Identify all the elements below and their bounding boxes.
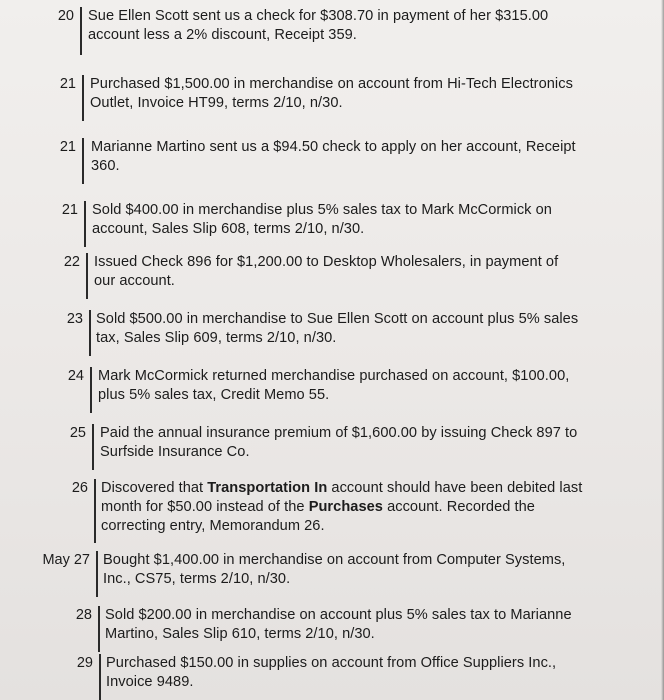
transaction-description <box>101 479 582 536</box>
transaction-description <box>100 424 577 462</box>
transaction-date: May 27 <box>42 552 90 568</box>
description-line: Outlet, Invoice HT99, terms 2/10, n/30. <box>90 95 343 111</box>
description-line: account, Sales Slip 608, terms 2/10, n/30. <box>92 221 365 237</box>
description-line: Inc., CS75, terms 2/10, n/30. <box>103 571 291 587</box>
transaction-description <box>92 201 552 239</box>
separator-bar <box>80 7 82 55</box>
separator-bar <box>92 424 94 470</box>
transaction-date: 25 <box>69 425 86 441</box>
bold-term: Transportation In <box>207 480 328 496</box>
transaction-description <box>88 7 548 45</box>
description-line: Paid the annual insurance premium of $1,600.00 by issuing Check 897 to <box>100 425 578 441</box>
description-line: Sold $400.00 in merchandise plus 5% sales tax to Mark McCormick on <box>92 202 552 218</box>
transaction-date: 23 <box>66 311 83 327</box>
separator-bar <box>82 75 84 121</box>
description-line: our account. <box>94 273 175 289</box>
bold-term: Purchases <box>308 499 383 515</box>
transaction-date: 21 <box>61 202 78 218</box>
description-line: Mark McCormick returned merchandise purchased on account, $100.00, <box>98 368 570 384</box>
description-line: Sold $500.00 in merchandise to Sue Ellen Scott on account plus 5% sales <box>96 311 579 327</box>
description-line: Marianne Martino sent us a $94.50 check to apply on her account, Receipt <box>91 139 576 155</box>
transaction-date: 22 <box>63 254 80 270</box>
description-line: month for $50.00 instead of the Purchases account. Recorded the <box>101 499 535 515</box>
transaction-description <box>91 138 576 176</box>
transaction-description <box>106 654 556 692</box>
separator-bar <box>94 479 96 543</box>
separator-bar <box>86 253 88 299</box>
transaction-description <box>94 253 558 291</box>
description-line: Invoice 9489. <box>106 674 194 690</box>
separator-bar <box>96 551 98 597</box>
transaction-description <box>103 551 565 589</box>
transaction-description <box>105 606 572 644</box>
description-line: Discovered that Transportation In account should have been debited last <box>101 480 583 496</box>
description-line: correcting entry, Memorandum 26. <box>101 518 325 534</box>
description-line: plus 5% sales tax, Credit Memo 55. <box>98 387 330 403</box>
description-line: Purchased $1,500.00 in merchandise on account from Hi-Tech Electronics <box>90 76 573 92</box>
description-line: Martino, Sales Slip 610, terms 2/10, n/30. <box>105 626 375 642</box>
separator-bar <box>98 606 100 652</box>
transaction-date: 28 <box>75 607 92 623</box>
transaction-date: 20 <box>57 8 74 24</box>
transaction-date: 29 <box>76 655 93 671</box>
description-line: account less a 2% discount, Receipt 359. <box>88 27 357 43</box>
transaction-description <box>98 367 569 405</box>
transaction-description <box>90 75 573 113</box>
description-line: tax, Sales Slip 609, terms 2/10, n/30. <box>96 330 337 346</box>
transaction-date: 26 <box>71 480 88 496</box>
transaction-date: 21 <box>59 139 76 155</box>
separator-bar <box>90 367 92 413</box>
description-line: Issued Check 896 for $1,200.00 to Desktop Wholesalers, in payment of <box>94 254 559 270</box>
transaction-date: 21 <box>59 76 76 92</box>
transaction-date: 24 <box>67 368 84 384</box>
description-line: Sold $200.00 in merchandise on account plus 5% sales tax to Marianne <box>105 607 572 623</box>
description-line: Sue Ellen Scott sent us a check for $308.70 in payment of her $315.00 <box>88 8 549 24</box>
transaction-description <box>96 310 578 348</box>
description-line: 360. <box>91 158 120 174</box>
separator-bar <box>84 201 86 247</box>
description-line: Surfside Insurance Co. <box>100 444 250 460</box>
separator-bar <box>89 310 91 356</box>
description-line: Purchased $150.00 in supplies on account from Office Suppliers Inc., <box>106 655 557 671</box>
description-line: Bought $1,400.00 in merchandise on account from Computer Systems, <box>103 552 566 568</box>
separator-bar <box>99 654 101 700</box>
separator-bar <box>82 138 84 184</box>
